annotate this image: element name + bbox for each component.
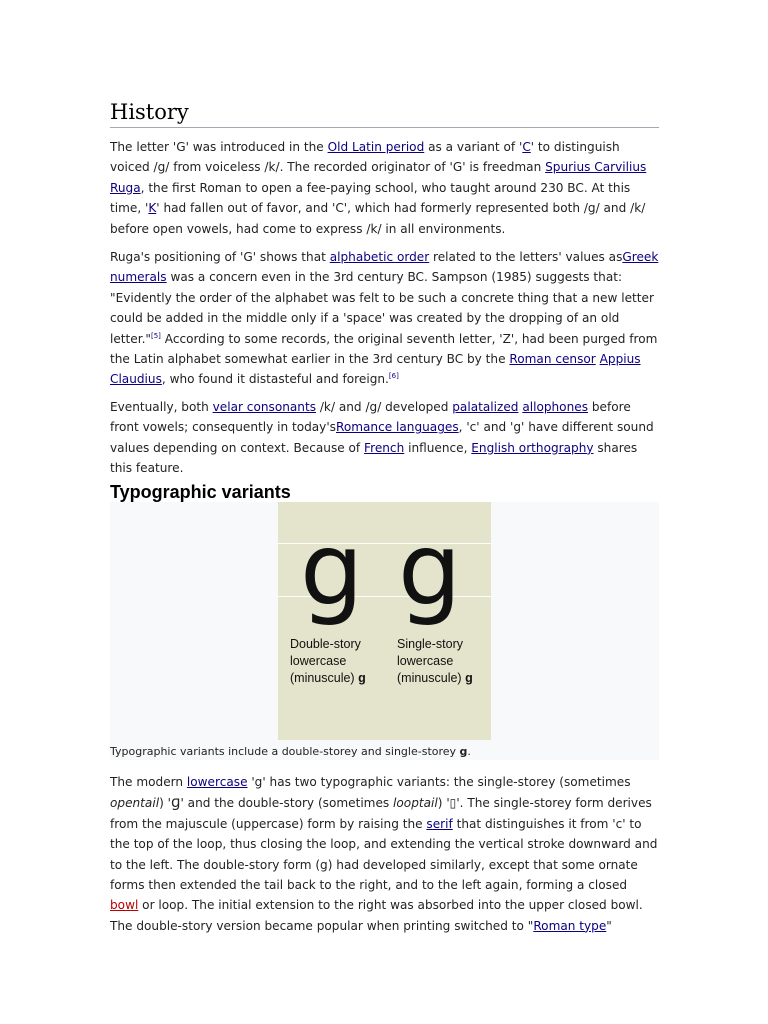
label-g: g	[465, 671, 473, 685]
label-text: (minuscule)	[397, 671, 466, 685]
link-allophones[interactable]: allophones	[522, 400, 588, 414]
double-story-g-symbol: ▯	[449, 796, 457, 811]
text: influence,	[404, 440, 472, 455]
text: ' had fallen out of favor, and 'C', which had formerly represented both /g/ and /k/ before open vowels, had come to express /k/ in all environments.	[110, 201, 646, 236]
text: "	[606, 918, 612, 933]
link-c[interactable]: C	[522, 140, 531, 154]
label-line: lowercase	[290, 654, 347, 668]
caption-text: .	[467, 745, 471, 758]
italic-text: looptail	[393, 796, 438, 811]
single-story-g-symbol: ɡ	[170, 793, 181, 812]
italic-text: opentail	[110, 796, 160, 811]
link-roman-type[interactable]: Roman type	[533, 918, 607, 933]
text: Eventually, both	[110, 400, 213, 414]
link-romance-languages[interactable]: Romance languages	[335, 420, 459, 435]
text: The letter 'G' was introduced in the	[110, 140, 328, 154]
text: ' and the double-story (sometimes	[180, 796, 394, 811]
text: as a variant of '	[424, 140, 523, 154]
glyph-double-story-g: g	[300, 511, 364, 628]
link-greek-numerals[interactable]: Greek numerals	[110, 250, 659, 285]
citation-6[interactable]: [6]	[388, 372, 399, 381]
link-appius-claudius[interactable]: Appius Claudius	[110, 352, 641, 387]
text: was a concern even in the 3rd century BC. Sampson (1985) suggests that: "Evidently the order of the alphabet was felt to be such a concrete thing that a new letter could be added in the middle only if a 'space' was created by the dropping of an old letter."	[110, 270, 654, 346]
link-velar-consonants[interactable]: velar consonants	[212, 400, 317, 414]
text: /k/ and /g/ developed	[316, 400, 453, 414]
glyph-single-story-g: g	[398, 511, 462, 628]
text: , the first Roman to open a fee-paying school, who taught around 230 BC. At this time, '	[110, 180, 631, 216]
label-double-story	[290, 636, 390, 687]
paragraph-1	[110, 137, 659, 239]
link-old-latin-period[interactable]: Old Latin period	[327, 140, 425, 154]
link-k[interactable]: K	[148, 201, 157, 216]
text: ) '	[159, 796, 171, 811]
link-english-orthography[interactable]: English orthography	[471, 440, 594, 455]
text: 'g' has two typographic variants: the single-storey (sometimes	[247, 775, 631, 789]
label-text: (minuscule)	[290, 671, 359, 685]
text: shares this feature.	[110, 440, 638, 476]
link-french[interactable]: French	[364, 440, 405, 455]
text: ' to distinguish voiced /g/ from voiceless /k/. The recorded originator of 'G' is freedman	[110, 140, 620, 175]
figure-caption	[110, 745, 471, 759]
link-palatalized[interactable]: palatalized	[452, 400, 519, 414]
text: related to the letters' values as	[429, 250, 623, 264]
paragraph-2	[110, 247, 659, 390]
paragraph-4	[110, 772, 659, 936]
label-g: g	[358, 671, 366, 685]
link-bowl[interactable]: bowl	[110, 898, 139, 913]
link-lowercase[interactable]: lowercase	[186, 775, 248, 789]
text: or loop. The initial extension to the right was absorbed into the upper closed bowl. The double-story version became popular when printing switched to "	[110, 898, 643, 933]
text: ) '	[437, 796, 450, 811]
label-line: Double-story	[290, 637, 361, 651]
text: , who found it distasteful and foreign.	[161, 372, 389, 387]
label-single-story	[397, 636, 497, 687]
label-line	[397, 670, 497, 687]
citation-5[interactable]: [5]	[151, 331, 161, 340]
link-alphabetic-order[interactable]: alphabetic order	[329, 250, 430, 264]
figure-image[interactable]	[278, 502, 491, 740]
section-heading-history: History	[110, 98, 659, 128]
text: According to some records, the original seventh letter, 'Z', had been purged from the Latin alphabet somewhat earlier in the 3rd century BC by the	[110, 331, 658, 367]
link-roman-censor[interactable]: Roman censor	[509, 352, 596, 367]
text: The modern	[110, 775, 187, 789]
section-heading-typographic-variants: Typographic variants	[110, 482, 291, 502]
text: that distinguishes it from 'c' to the top of the loop, thus closing the loop, and extending the vertical stroke downward and to the left. The double-story form (g) had developed similarly, except that some ornate forms then extended the tail back to the right, and to the left again, forming a closed	[110, 816, 658, 893]
caption-g: g	[459, 745, 468, 758]
link-spurius-carvilius-ruga[interactable]: Spurius Carvilius Ruga	[110, 160, 647, 195]
caption-text: Typographic variants include a double-storey and single-storey	[110, 745, 460, 758]
paragraph-3	[110, 397, 659, 479]
text: Ruga's positioning of 'G' shows that	[110, 250, 330, 264]
label-line	[290, 670, 390, 687]
link-serif[interactable]: serif	[426, 816, 453, 831]
figure-typographic-variants	[110, 502, 659, 760]
label-line: lowercase	[397, 654, 454, 668]
text: , 'c' and 'g' have different sound values depending on context. Because of	[110, 420, 654, 455]
text: '. The single-storey form derives from the majuscule (uppercase) form by raising the	[110, 796, 652, 831]
text: before front vowels; consequently in today's	[110, 400, 631, 435]
label-line: Single-story	[397, 637, 463, 651]
